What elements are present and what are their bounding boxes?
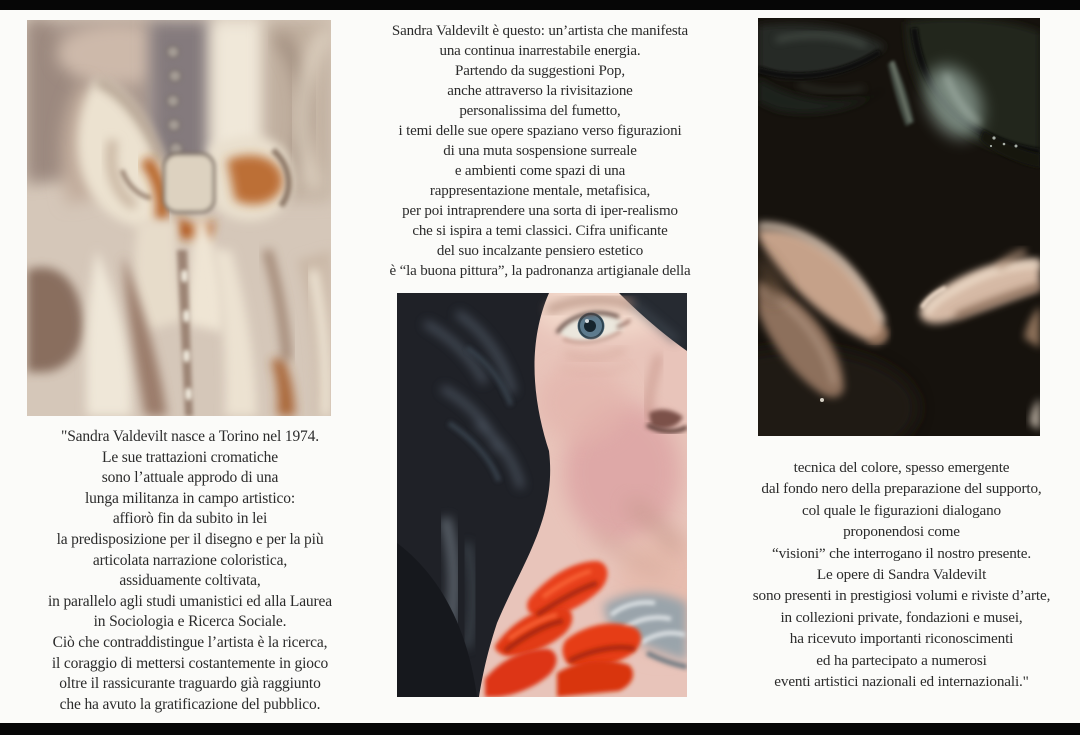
portrait-painting-image	[397, 293, 687, 697]
hands-painting-image	[758, 18, 1040, 436]
text-line: per poi intraprendere una sorta di iper-realismo	[402, 203, 678, 219]
left-bio-text	[8, 427, 372, 715]
text-line: tecnica del colore, spesso emergente	[793, 459, 1010, 476]
text-line: Ciò che contraddistingue l’artista è la ricerca,	[52, 633, 328, 651]
text-line: Le sue trattazioni cromatiche	[102, 448, 278, 466]
text-line: i temi delle sue opere spaziano verso figurazioni	[398, 123, 682, 139]
text-line: anche attraverso la rivisitazione	[447, 83, 633, 99]
text-line: proponendosi come	[843, 523, 960, 541]
text-line: ha ricevuto importanti riconoscimenti	[789, 630, 1014, 648]
text-line: oltre il rassicurante traguardo già raggiunto	[59, 675, 321, 693]
text-line: sono presenti in prestigiosi volumi e riviste d’arte,	[752, 587, 1051, 605]
right-bio-text	[721, 457, 1080, 692]
text-line: lunga militanza in campo artistico:	[85, 489, 295, 507]
text-line: “visioni” che interrogano il nostro presente.	[772, 544, 1031, 562]
text-line: "Sandra Valdevilt nasce a Torino nel 1974.	[61, 428, 319, 445]
text-line: e ambienti come spazi di una	[454, 163, 626, 179]
text-line: affiorò fin da subito in lei	[112, 510, 268, 528]
text-line: una continua inarrestabile energia.	[439, 43, 641, 59]
top-letterbox-bar	[0, 0, 1080, 10]
text-line: di una muta sospensione surreale	[443, 143, 637, 159]
text-line: sono l’attuale approdo di una	[101, 469, 279, 487]
middle-intro-text	[361, 21, 719, 281]
text-line: articolata narrazione coloristica,	[92, 551, 288, 569]
text-line: Le opere di Sandra Valdevilt	[816, 566, 987, 584]
text-line: Partendo da suggestioni Pop,	[455, 63, 625, 79]
text-line: assiduamente coltivata,	[119, 572, 261, 590]
text-line: col quale le figurazioni dialogano	[801, 501, 1001, 519]
text-line: in parallelo agli studi umanistici ed alla Laurea	[47, 592, 333, 610]
bottom-letterbox-bar	[0, 723, 1080, 735]
text-line: eventi artistici nazionali ed internazionali."	[774, 673, 1029, 691]
bow-painting-image	[27, 20, 331, 416]
text-line: rappresentazione mentale, metafisica,	[429, 183, 651, 199]
text-line: che ha avuto la gratificazione del pubblico.	[59, 695, 321, 713]
text-line: la predisposizione per il disegno e per la più	[56, 530, 324, 548]
text-line: personalissima del fumetto,	[459, 103, 621, 119]
text-line: ed ha partecipato a numerosi	[816, 651, 987, 669]
bow-painting-svg	[27, 20, 331, 416]
portrait-painting-svg	[397, 293, 687, 697]
text-line: è “la buona pittura”, la padronanza artigianale della	[389, 263, 691, 279]
text-line: che si ispira a temi classici. Cifra unificante	[412, 223, 668, 239]
hands-painting-svg	[758, 18, 1040, 436]
text-line: in Sociologia e Ricerca Sociale.	[93, 613, 287, 631]
text-line: del suo incalzante pensiero estetico	[436, 243, 644, 259]
text-line: dal fondo nero della preparazione del supporto,	[761, 480, 1042, 498]
text-line: il coraggio di mettersi costantemente in gioco	[51, 654, 329, 672]
text-line: Sandra Valdevilt è questo: un’artista che manifesta	[391, 23, 689, 39]
text-line: in collezioni private, fondazioni e musei,	[780, 608, 1023, 626]
